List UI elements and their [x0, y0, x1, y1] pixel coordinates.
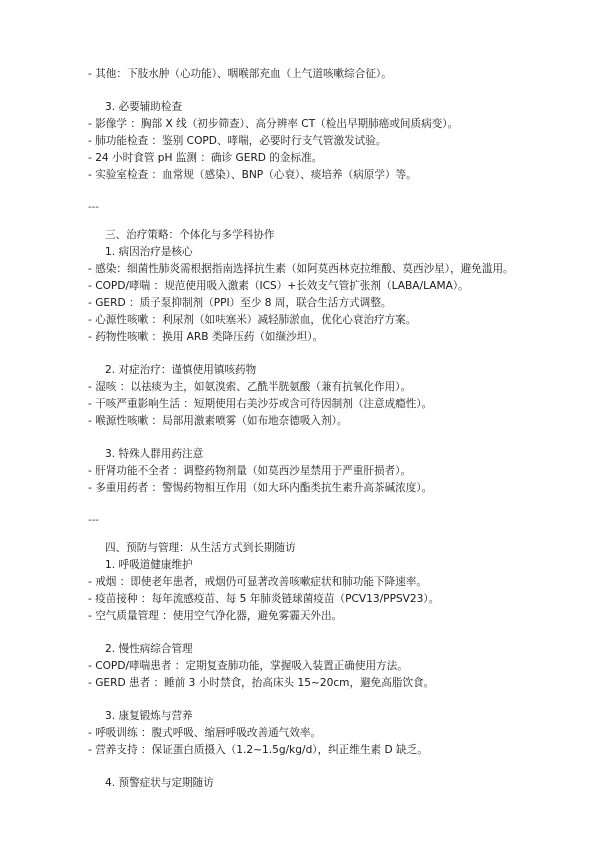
text-line-imaging: - 影像学 ：胸部 X 线（初步筛查）、高分辨率 CT（检出早期肺癌或间质病变）。 — [88, 118, 459, 130]
subheading-rehab: 3. 康复锻炼与营养 — [105, 710, 193, 722]
text-line-vaccination: - 疫苗接种 ：每年流感疫苗、每 5 年肺炎链球菌疫苗（PCV13/PPSV23）。 — [88, 593, 440, 605]
text-line-renal-hepatic: - 肝肾功能不全者 ：调整药物剂量（如莫西沙星禁用于严重肝损者）。 — [88, 465, 412, 477]
text-line-drug-cough: - 药物性咳嗽 ：换用 ARB 类降压药（如缬沙坦）。 — [88, 331, 324, 343]
text-line-gerd: - GERD ：质子泵抑制剂（PPI）至少 8 周，联合生活方式调整。 — [88, 297, 392, 309]
text-line-throat-cough: - 喉源性咳嗽 ：局部用激素喷雾（如布地奈德吸入剂）。 — [88, 415, 348, 427]
section-heading-prevention: 四、预防与管理：从生活方式到长期随访 — [105, 542, 296, 554]
section-divider: --- — [88, 202, 99, 213]
text-line-lung-function: - 肺功能检查 ：鉴别 COPD、哮喘，必要时行支气管激发试验。 — [88, 135, 387, 147]
section-heading-treatment: 三、治疗策略：个体化与多学科协作 — [105, 229, 275, 241]
text-line-wet-cough: - 湿咳 ：以祛痰为主，如氨溴索、乙酰半胱氨酸（兼有抗氧化作用）。 — [88, 381, 412, 393]
text-line-lab-tests: - 实验室检查 ：血常规（感染）、BNP（心衰）、痰培养（病原学）等。 — [88, 169, 417, 181]
subheading-etiology: 1. 病因治疗是核心 — [105, 246, 193, 258]
text-line-smoking: - 戒烟 ：即使老年患者，戒烟仍可显著改善咳嗽症状和肺功能下降速率。 — [88, 576, 427, 588]
text-line-nutrition: - 营养支持 ：保证蛋白质摄入（1.2~1.5g/kg/d），纠正维生素 D 缺乏。 — [88, 744, 428, 756]
subheading-aux-exams: 3. 必要辅助检查 — [105, 101, 183, 113]
subheading-chronic-mgmt: 2. 慢性病综合管理 — [105, 643, 193, 655]
text-line-copd-patients: - COPD/哮喘患者 ：定期复查肺功能，掌握吸入装置正确使用方法。 — [88, 660, 408, 672]
subheading-airway-health: 1. 呼吸道健康维护 — [105, 559, 193, 571]
text-line-dry-cough: - 干咳严重影响生活 ：短期使用右美沙芬或含可待因制剂（注意成瘾性）。 — [88, 398, 433, 410]
text-line-polypharmacy: - 多重用药者 ：警惕药物相互作用（如大环内酯类抗生素升高茶碱浓度）。 — [88, 482, 433, 494]
section-divider: --- — [88, 515, 99, 526]
text-line-copd-asthma: - COPD/哮喘 ：规范使用吸入激素（ICS）+长效支气管扩张剂（LABA/LAMA）。 — [88, 280, 469, 292]
text-line-ph-monitoring: - 24 小时食管 pH 监测 ：确诊 GERD 的金标准。 — [88, 152, 323, 164]
text-line-air-quality: - 空气质量管理 ：使用空气净化器，避免雾霾天外出。 — [88, 610, 343, 622]
subheading-symptomatic: 2. 对症治疗：谨慎使用镇咳药物 — [105, 364, 257, 376]
text-line-breathing: - 呼吸训练 ：腹式呼吸、缩唇呼吸改善通气效率。 — [88, 727, 322, 739]
text-line-gerd-patients: - GERD 患者 ：睡前 3 小时禁食，抬高床头 15~20cm，避免高脂饮食。 — [88, 677, 435, 689]
text-line-infection: - 感染：细菌性肺炎需根据指南选择抗生素（如阿莫西林克拉维酸、莫西沙星），避免滥用。 — [88, 263, 514, 275]
text-line-other-signs: - 其他：下肢水肿（心功能）、咽喉部充血（上气道咳嗽综合征）。 — [88, 68, 392, 80]
subheading-warning-followup: 4. 预警症状与定期随访 — [105, 777, 214, 789]
subheading-special-groups: 3. 特殊人群用药注意 — [105, 448, 204, 460]
text-line-cardiac-cough: - 心源性咳嗽 ：利尿剂（如呋塞米）减轻肺淤血，优化心衰治疗方案。 — [88, 314, 417, 326]
